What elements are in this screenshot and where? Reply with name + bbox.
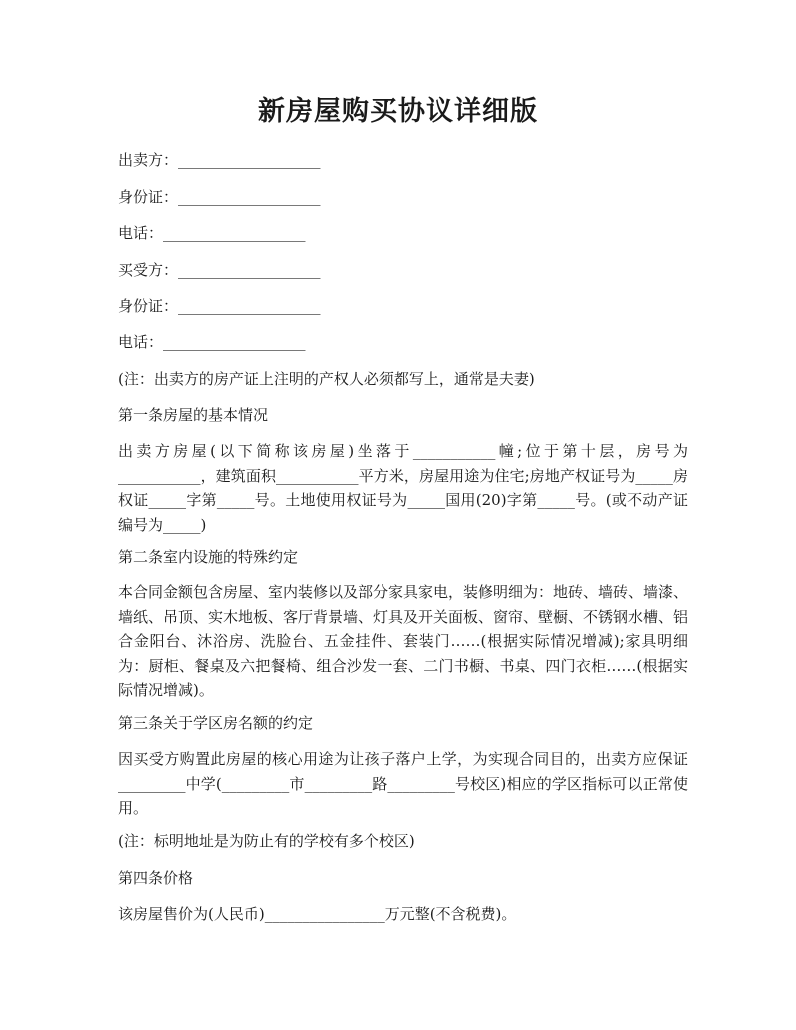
note-owners: (注：出卖方的房产证上注明的产权人必须都写上，通常是夫妻)	[118, 370, 535, 388]
seller-phone-field: 电话：___________________	[118, 224, 306, 242]
buyer-field: 买受方：___________________	[118, 261, 321, 279]
buyer-id-field: 身份证：___________________	[118, 297, 321, 315]
buyer-phone-field: 电话：___________________	[118, 333, 306, 351]
article3-heading: 第三条关于学区房名额的约定	[118, 714, 314, 732]
article2-text: 本合同金额包含房屋、室内装修以及部分家具家电，装修明细为：地砖、墙砖、墙漆、墙纸、吊顶、实木地板、客厅背景墙、灯具及开关面板、窗帘、壁橱、不锈钢水槽、铝合金阳台、沐浴房、洗脸台、五金挂件、套装门……(根据实际情况增减);家具明细为：厨柜、餐桌及六把餐椅、组合沙发一套、二门书橱、书桌、四门衣柜……(根据实际情况增减)。	[118, 583, 689, 699]
article1-heading: 第一条房屋的基本情况	[118, 406, 269, 424]
seller-id-field: 身份证：___________________	[118, 188, 321, 206]
article3-text: 因买受方购置此房屋的核心用途为让孩子落户上学，为实现合同目的，出卖方应保证_________中学(_________市_________路_________号校区)相应的学区指标可以正常使用。	[118, 750, 688, 817]
article4-heading: 第四条价格	[118, 869, 194, 887]
seller-field: 出卖方：___________________	[118, 151, 321, 169]
article4-text: 该房屋售价为(人民币)________________万元整(不含税费)。	[118, 905, 517, 923]
article1-text: 出卖方房屋(以下简称该房屋)坐落于___________幢;位于第十层，房号为___________，建筑面积___________平方米，房屋用途为住宅;房地产权证号为_____房权证_____字第_____号。土地使用权证号为_____国用(20)字第_____号。(或不动产证编号为_____)	[118, 442, 688, 534]
article2-heading: 第二条室内设施的特殊约定	[118, 548, 299, 566]
document-title: 新房屋购买协议详细版	[258, 96, 538, 127]
note-address: (注：标明地址是为防止有的学校有多个校区)	[118, 832, 415, 850]
